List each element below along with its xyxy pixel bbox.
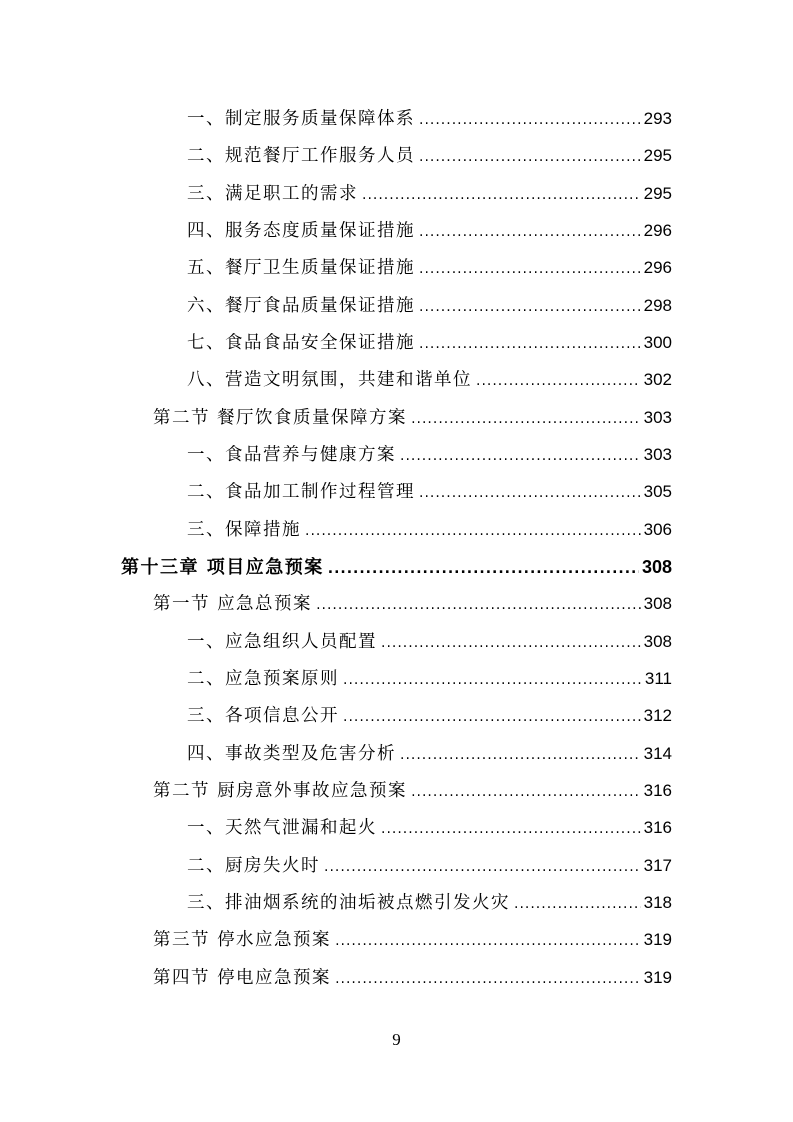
toc-entry-page: 316	[643, 818, 672, 837]
toc-entry[interactable]	[153, 963, 672, 993]
toc-entry-page: 300	[643, 333, 672, 352]
toc-entry[interactable]	[187, 440, 672, 470]
toc-entry-chapter[interactable]	[121, 552, 672, 582]
toc-entry-page: 319	[643, 930, 672, 949]
toc-entry-page: 302	[643, 370, 672, 389]
dot-leader	[381, 814, 641, 844]
toc-entry[interactable]	[187, 813, 672, 843]
toc-entry-title: 第一节 应急总预案	[153, 594, 313, 614]
toc-entry-title: 六、餐厅食品质量保证措施	[187, 296, 415, 316]
toc-entry[interactable]	[187, 477, 672, 507]
toc-entry-page: 298	[643, 296, 672, 315]
toc-entry-page: 311	[644, 669, 672, 688]
toc-entry[interactable]	[153, 589, 672, 619]
toc-entry-title: 三、各项信息公开	[187, 706, 339, 726]
page-number: 9	[392, 1030, 401, 1049]
toc-entry[interactable]	[187, 253, 672, 283]
toc-entry-title: 一、应急组织人员配置	[187, 632, 377, 652]
dot-leader	[419, 292, 641, 322]
dot-leader	[305, 516, 641, 546]
dot-leader	[362, 180, 641, 210]
toc-entry[interactable]	[187, 141, 672, 171]
toc-entry-title: 二、规范餐厅工作服务人员	[187, 146, 415, 166]
toc-entry-page: 306	[643, 520, 672, 539]
toc-entry-page: 296	[643, 221, 672, 240]
toc-entry[interactable]	[153, 776, 672, 806]
toc-entry[interactable]	[187, 365, 672, 395]
toc-entry-title: 五、餐厅卫生质量保证措施	[187, 258, 415, 278]
toc-entry[interactable]	[187, 291, 672, 321]
toc-entry-page: 316	[643, 781, 672, 800]
dot-leader	[419, 329, 641, 359]
toc-entry[interactable]	[187, 104, 672, 134]
toc-entry[interactable]	[187, 328, 672, 358]
toc-entry-page: 314	[643, 744, 672, 763]
toc-entry[interactable]	[187, 216, 672, 246]
toc-entry-title: 一、制定服务质量保障体系	[187, 109, 415, 129]
toc-entry-page: 305	[643, 482, 672, 501]
dot-leader	[381, 628, 641, 658]
toc-entry-title: 三、排油烟系统的油垢被点燃引发火灾	[187, 893, 510, 913]
toc-entry[interactable]	[187, 664, 672, 694]
toc-entry-title: 四、事故类型及危害分析	[187, 744, 396, 764]
dot-leader	[343, 665, 642, 695]
toc-entry-page: 308	[643, 632, 672, 651]
toc-entry-title: 一、天然气泄漏和起火	[187, 818, 377, 838]
toc-entry-title: 第三节 停水应急预案	[153, 930, 332, 950]
toc-entry[interactable]	[187, 739, 672, 769]
toc-entry[interactable]	[153, 925, 672, 955]
toc-entry-page: 295	[643, 146, 672, 165]
toc-entry-title: 四、服务态度质量保证措施	[187, 221, 415, 241]
toc-entry-page: 318	[643, 893, 672, 912]
dot-leader	[335, 964, 641, 994]
dot-leader	[400, 740, 641, 770]
toc-entry[interactable]	[187, 888, 672, 918]
dot-leader	[419, 142, 641, 172]
toc-entry-title: 第四节 停电应急预案	[153, 968, 332, 988]
toc-entry-title: 二、食品加工制作过程管理	[187, 482, 415, 502]
toc-entry-page: 319	[643, 968, 672, 987]
dot-leader	[419, 105, 641, 135]
toc-entry-page: 303	[643, 408, 672, 427]
dot-leader	[514, 889, 641, 919]
toc-entry[interactable]	[187, 851, 672, 881]
toc-entry[interactable]	[187, 627, 672, 657]
toc-entry-title: 三、满足职工的需求	[187, 184, 358, 204]
dot-leader	[419, 478, 641, 508]
toc-entry-page: 295	[643, 184, 672, 203]
toc-entry-page: 317	[643, 856, 672, 875]
dot-leader	[335, 926, 641, 956]
dot-leader	[324, 852, 641, 882]
toc-entry-page: 308	[641, 557, 672, 577]
toc-entry[interactable]	[153, 403, 672, 433]
toc-entry-title: 三、保障措施	[187, 520, 301, 540]
dot-leader	[400, 441, 641, 471]
toc-entry[interactable]	[187, 179, 672, 209]
toc-entry-title: 第二节 餐厅饮食质量保障方案	[153, 408, 408, 428]
dot-leader	[419, 217, 641, 247]
toc-entry-page: 312	[643, 706, 672, 725]
toc-entry[interactable]	[187, 515, 672, 545]
toc-entry-title: 七、食品食品安全保证措施	[187, 333, 415, 353]
toc-entry-title: 第十三章 项目应急预案	[121, 557, 324, 578]
dot-leader	[476, 366, 641, 396]
dot-leader	[419, 254, 641, 284]
toc-entry-title: 二、应急预案原则	[187, 669, 339, 689]
toc-entry-title: 一、食品营养与健康方案	[187, 445, 396, 465]
toc-entry-page: 293	[643, 109, 672, 128]
dot-leader	[316, 590, 641, 620]
toc-entry-page: 308	[643, 594, 672, 613]
dot-leader	[343, 702, 641, 732]
dot-leader	[411, 404, 641, 434]
toc-entry[interactable]	[187, 701, 672, 731]
toc-entry-title: 第二节 厨房意外事故应急预案	[153, 781, 408, 801]
toc-entry-page: 296	[643, 258, 672, 277]
dot-leader	[328, 554, 639, 584]
toc-entry-title: 八、营造文明氛围，共建和谐单位	[187, 370, 472, 390]
toc-entry-title: 二、厨房失火时	[187, 856, 320, 876]
dot-leader	[411, 777, 641, 807]
toc-entry-page: 303	[643, 445, 672, 464]
